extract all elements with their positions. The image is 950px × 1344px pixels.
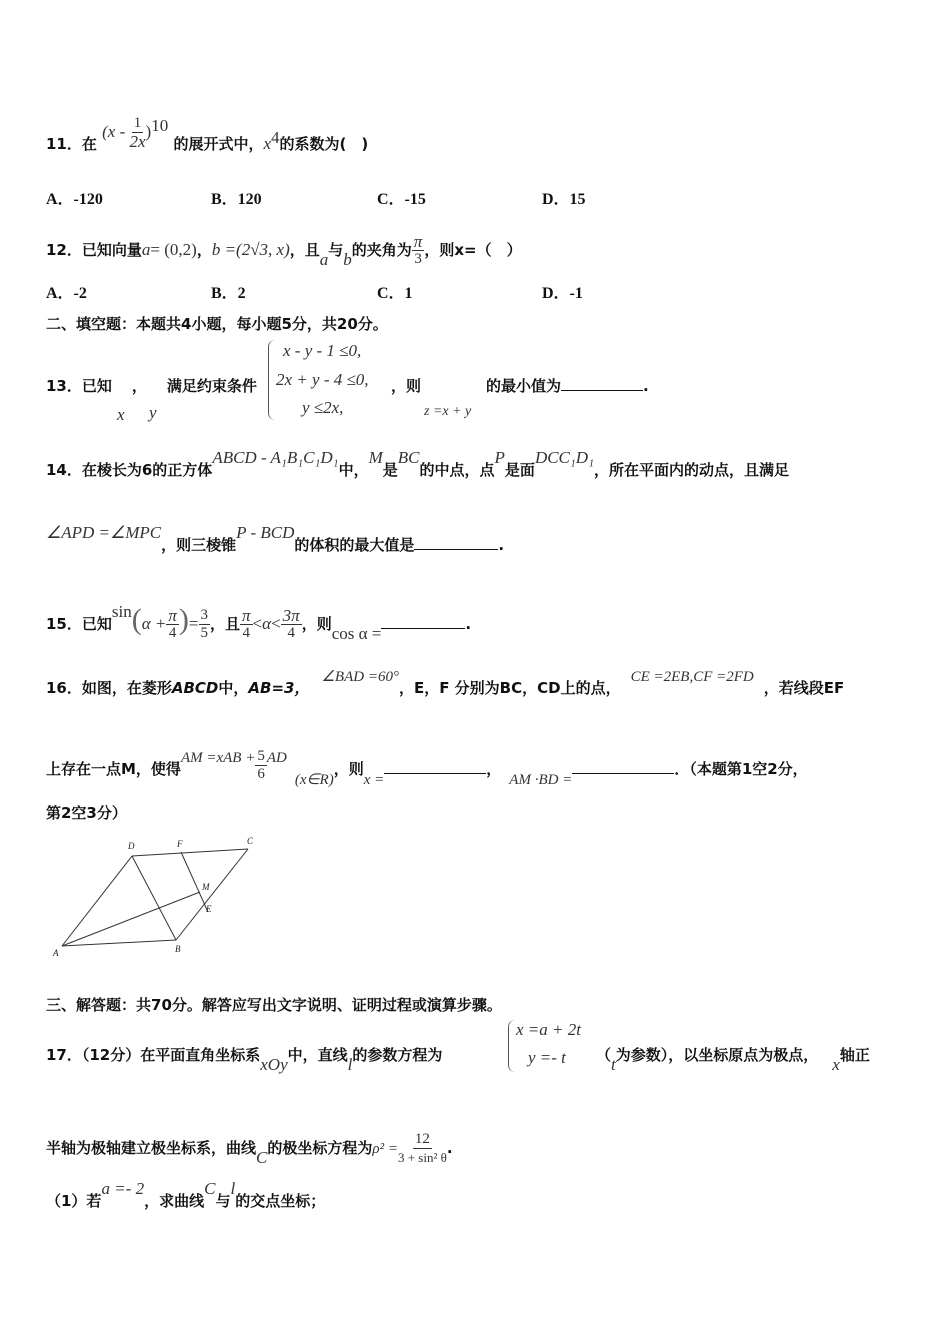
numerator: 3	[200, 607, 208, 623]
denominator: 3 + sin² θ	[397, 1150, 447, 1165]
constraint: y ≤2x,	[302, 398, 344, 417]
question-number: 16．如图，在菱形	[46, 679, 172, 697]
math: P	[494, 448, 505, 467]
text: ABCD	[171, 679, 219, 697]
math: x =	[363, 772, 385, 788]
text: 的最小值为	[486, 377, 562, 395]
label-b: B	[175, 944, 181, 954]
math: a	[141, 240, 151, 259]
text: 为参数），以坐标原点为极点，	[615, 1046, 819, 1064]
brace	[268, 340, 275, 420]
text: ，	[196, 241, 212, 259]
math: z =x + y	[424, 404, 472, 419]
fraction	[240, 607, 253, 642]
fraction	[199, 607, 211, 642]
text: ，则	[301, 615, 332, 633]
text: 的夹角为	[351, 241, 412, 259]
label-c: C	[247, 836, 254, 846]
numerator: 12	[414, 1131, 430, 1147]
text: ．（本题第1空2分，	[674, 760, 808, 778]
question-14-line2	[46, 523, 505, 555]
math: BC	[397, 448, 420, 467]
math: l	[347, 1055, 353, 1074]
edge-bc	[176, 849, 248, 940]
math: AM ·BD =	[509, 772, 573, 788]
math: sin	[111, 602, 132, 621]
question-number: 15．已知	[46, 615, 112, 633]
math: ρ² =	[372, 1141, 398, 1157]
question-number: 11．	[46, 135, 82, 153]
constraint: 2x + y - 4 ≤0,	[276, 370, 369, 389]
text: 中，	[338, 461, 369, 479]
text: 的体积的最大值是	[294, 536, 415, 554]
text: AB=3，	[248, 679, 310, 697]
text: 的交点坐标；	[235, 1192, 326, 1210]
text: ，且	[289, 241, 320, 259]
label-f: F	[177, 839, 183, 849]
fraction	[255, 748, 267, 783]
text: 中，	[218, 679, 249, 697]
math: a	[319, 250, 329, 269]
math: <	[271, 614, 281, 633]
text: ，则x=（ ）	[424, 241, 522, 259]
label-d: D	[128, 841, 135, 851]
text	[391, 376, 421, 396]
fraction	[412, 233, 425, 268]
question-17	[46, 1045, 443, 1074]
math: = (0,2)	[150, 240, 197, 259]
math: =	[188, 614, 199, 633]
numerator: π	[413, 232, 423, 251]
question-number: 14．在棱长为6的正方体	[46, 461, 213, 479]
math: <	[252, 614, 263, 633]
text: 半轴为极轴建立极坐标系，曲线	[46, 1139, 257, 1157]
math: cos α =	[331, 624, 382, 643]
text	[596, 1045, 870, 1074]
text: ，则	[333, 760, 364, 778]
text: ，	[486, 760, 502, 778]
text: ，则	[391, 377, 422, 395]
text: ，若线段EF	[763, 679, 845, 697]
denominator: 3	[414, 251, 422, 267]
math: x	[832, 1055, 840, 1074]
exponent: 4	[271, 128, 280, 147]
exponent: 10	[151, 116, 169, 135]
text: ，所在平面内的动点，且满足	[594, 461, 790, 479]
label-e: E	[206, 904, 212, 914]
text: 与	[328, 241, 344, 259]
numerator: 1	[133, 115, 142, 131]
text: 已知向量	[81, 241, 142, 259]
text: .	[643, 377, 649, 395]
math: ∠BAD =60°	[321, 669, 399, 685]
math: y	[149, 403, 157, 422]
denominator: 4	[242, 625, 251, 641]
label-a: A	[53, 948, 59, 958]
option-a: A．-120	[46, 191, 103, 208]
math: x	[117, 405, 125, 424]
question-16	[46, 669, 845, 699]
fraction	[166, 607, 179, 642]
denominator: 4	[287, 625, 295, 641]
denominator: 5	[200, 625, 208, 641]
math: P - BCD	[236, 523, 295, 542]
edge-cd	[132, 849, 248, 856]
text: ，	[131, 377, 147, 395]
math: α +	[141, 614, 167, 633]
math: b =(2√3, x)	[211, 240, 290, 259]
question-number: 12．	[46, 241, 82, 259]
text: 轴正	[839, 1046, 870, 1064]
text: 上存在一点M，使得	[46, 760, 181, 778]
option-d: D．-1	[542, 285, 583, 302]
option-c: C．1	[377, 285, 413, 302]
text: .	[498, 536, 505, 554]
text: .	[465, 615, 472, 633]
text: ，且	[210, 615, 241, 633]
option-d: D．15	[542, 191, 586, 208]
math: α	[262, 614, 272, 633]
answer-blank[interactable]	[561, 376, 643, 391]
numerator: π	[168, 606, 177, 625]
option-b: B．2	[211, 285, 246, 302]
math: M	[368, 448, 383, 467]
answer-blank-1[interactable]	[384, 759, 486, 774]
diagonal-bd	[132, 856, 176, 940]
option-b: B．120	[211, 191, 262, 208]
question-17-part1	[46, 1179, 326, 1211]
text: 是	[382, 461, 398, 479]
question-13	[46, 376, 257, 396]
text: 的中点，点	[419, 461, 495, 479]
math: xOy	[260, 1055, 288, 1074]
math: a =- 2	[101, 1179, 145, 1198]
text: 是面	[504, 461, 535, 479]
text: ，则三棱锥	[161, 536, 237, 554]
math: CE =2EB,CF =2FD	[630, 669, 754, 685]
text: 与	[215, 1192, 231, 1210]
text: 的参数方程为	[352, 1046, 443, 1064]
math: l	[230, 1179, 236, 1198]
math: AM =xAB +	[180, 750, 256, 766]
question-16-line2	[46, 748, 808, 788]
text: 满足约束条件	[166, 377, 257, 395]
denominator: 6	[257, 766, 265, 782]
math: b	[343, 250, 352, 269]
numerator: 3π	[282, 606, 300, 625]
text	[486, 376, 649, 396]
text: 在	[81, 135, 97, 153]
math: )	[145, 122, 152, 141]
fraction	[398, 1131, 447, 1166]
text: ，E，F 分别为BC，CD上的点，	[398, 679, 621, 697]
edge-ab	[62, 940, 176, 946]
text: .	[446, 1139, 453, 1157]
label-m: M	[202, 882, 210, 892]
question-number: 13．已知	[46, 377, 112, 395]
answer-blank[interactable]	[414, 535, 498, 550]
math: (x -	[102, 122, 130, 141]
equation: x =a + 2t	[516, 1020, 581, 1039]
option-a: A．-2	[46, 285, 87, 302]
option-c: C．-15	[377, 191, 426, 208]
answer-blank[interactable]	[381, 614, 465, 629]
question-12	[46, 233, 522, 268]
text: 中，直线	[287, 1046, 348, 1064]
text: 的极坐标方程为	[267, 1139, 373, 1157]
section-heading: 三、解答题：共70分。解答应写出文字说明、证明过程或演算步骤。	[46, 996, 502, 1014]
binomial-expression	[102, 115, 169, 151]
text: ，求曲线	[144, 1192, 205, 1210]
denominator: 4	[168, 625, 177, 641]
question-14	[46, 448, 790, 480]
question-11	[46, 115, 369, 162]
math: ABCD - A₁B₁C₁D₁	[212, 448, 339, 467]
question-number: 17．（12分）在平面直角坐标系	[46, 1046, 261, 1064]
rhombus-figure	[46, 832, 266, 960]
math: t	[611, 1055, 616, 1074]
math: C	[204, 1179, 216, 1198]
text: 第2空3分）	[46, 804, 127, 822]
text: 的展开式中，	[173, 135, 264, 153]
section-heading: 二、填空题：本题共4小题，每小题5分，共20分。	[46, 315, 388, 333]
text: （1）若	[46, 1192, 102, 1210]
fraction	[130, 115, 146, 150]
numerator: π	[242, 606, 251, 625]
fraction	[281, 607, 302, 642]
numerator: 5	[257, 748, 265, 764]
math: AD	[266, 750, 287, 766]
constraint: x - y - 1 ≤0,	[283, 341, 362, 360]
answer-blank-2[interactable]	[572, 759, 674, 774]
math: (x∈R)	[294, 772, 334, 788]
equation: y =- t	[528, 1048, 566, 1067]
math: DCC₁D₁	[534, 448, 594, 467]
denominator: 2x	[129, 132, 146, 151]
question-15: 15．已知sin(α + $\frac{\pi}{4}$ )= $\frac{3}{5}$ ，且 $\frac{\pi}{4}$ <α< $\frac{3\pi}{4}$ ，则cos α = .	[46, 602, 472, 643]
math: x	[263, 134, 272, 153]
text: （	[596, 1046, 612, 1064]
math: ∠APD =∠MPC	[46, 523, 162, 542]
math: C	[256, 1148, 268, 1167]
question-17-line2	[46, 1131, 453, 1166]
text: 的系数为( )	[279, 135, 369, 153]
brace	[508, 1020, 515, 1072]
